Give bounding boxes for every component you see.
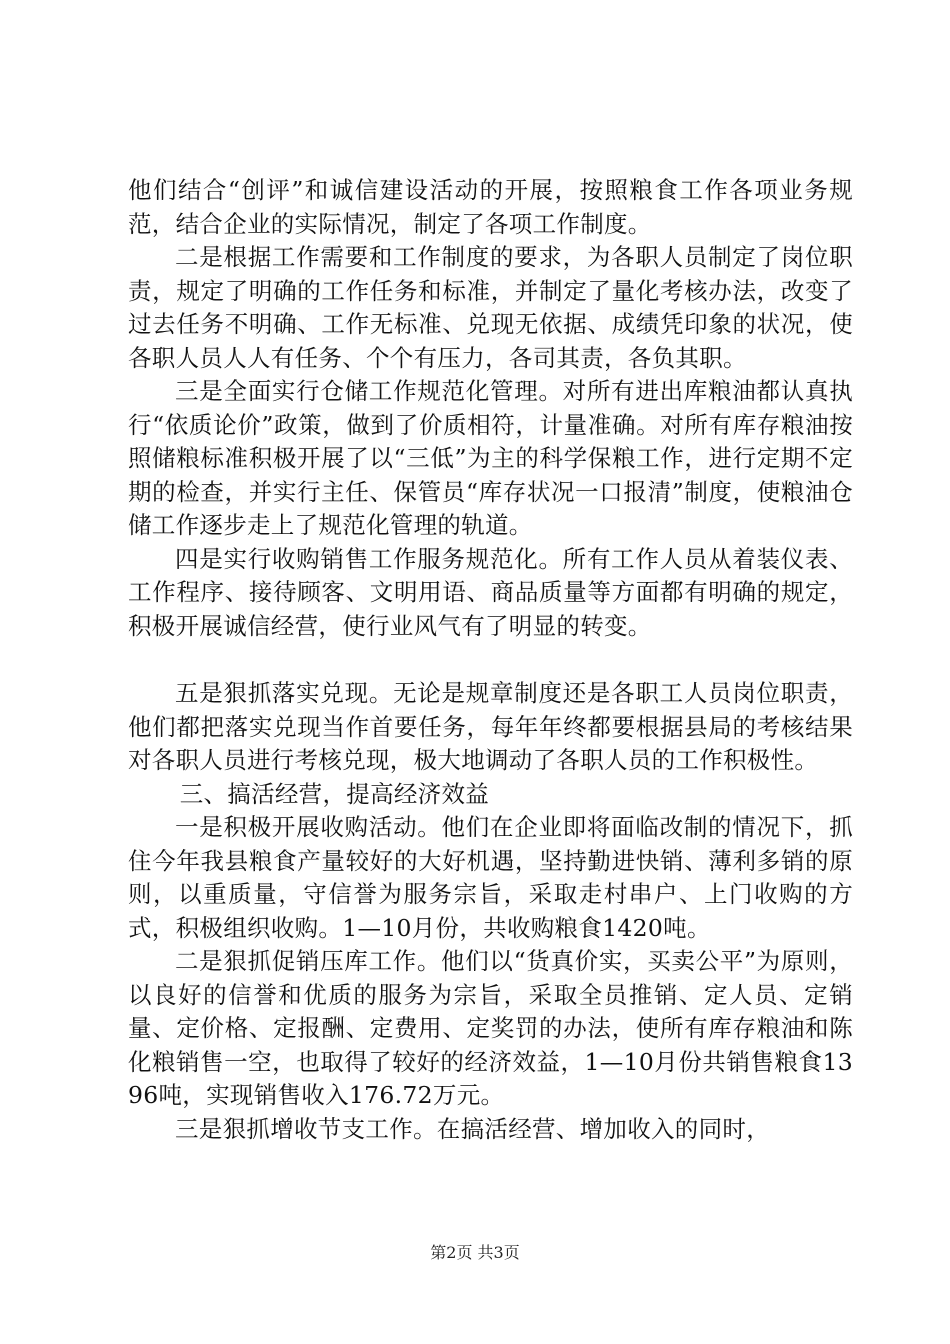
paragraph-point-5: 五是狠抓落实兑现。无论是规章制度还是各职工人员岗位职责，他们都把落实兑现当作首要任务，每年年终都要根据县局的考核结果对各职人员进行考核兑现，极大地调动了各职人员的工作积极性。	[128, 679, 853, 774]
paragraph-sales: 二是狠抓促销压库工作。他们以“货真价实，买卖公平”为原则，以良好的信誉和优质的服务为宗旨，采取全员推销、定人员、定销量、定价格、定报酬、定费用、定奖罚的办法，使所有库存粮油和陈化粮销售一空，也取得了较好的经济效益，1—10月份共销售粮食1396吨，实现销售收入176.72万元。	[128, 947, 853, 1109]
section-heading: 三、搞活经营，提高经济效益	[179, 779, 490, 808]
paragraph-cost-saving: 三是狠抓增收节支工作。在搞活经营、增加收入的同时，	[175, 1114, 770, 1143]
document-body	[128, 174, 853, 1146]
paragraph-point-2: 二是根据工作需要和工作制度的要求，为各职人员制定了岗位职责，规定了明确的工作任务和标准，并制定了量化考核办法，改变了过去任务不明确、工作无标准、兑现无依据、成绩凭印象的状况，使各职人员人人有任务、个个有压力，各司其责，各负其职。	[128, 243, 853, 372]
paragraph-point-3: 三是全面实行仓储工作规范化管理。对所有进出库粮油都认真执行“依质论价”政策，做到了价质相符，计量准确。对所有库存粮油按照储粮标准积极开展了以“三低”为主的科学保粮工作，进行定期不定期的检查，并实行主任、保管员“库存状况一口报清”制度，使粮油仓储工作逐步走上了规范化管理的轨道。	[128, 377, 853, 539]
page-footer: 第2页 共3页	[430, 1243, 520, 1262]
paragraph-gap	[128, 643, 853, 677]
paragraph-continuation: 他们结合“创评”和诚信建设活动的开展，按照粮食工作各项业务规范，结合企业的实际情况，制定了各项工作制度。	[128, 176, 853, 238]
paragraph-point-4: 四是实行收购销售工作服务规范化。所有工作人员从着装仪表、工作程序、接待顾客、文明用语、商品质量等方面都有明确的规定，积极开展诚信经营，使行业风气有了明显的转变。	[128, 544, 853, 640]
paragraph-purchase: 一是积极开展收购活动。他们在企业即将面临改制的情况下，抓住今年我县粮食产量较好的大好机遇，坚持勤进快销、薄利多销的原则，以重质量，守信誉为服务宗旨，采取走村串户、上门收购的方式，积极组织收购。1—10月份，共收购粮食1420吨。	[128, 813, 853, 942]
